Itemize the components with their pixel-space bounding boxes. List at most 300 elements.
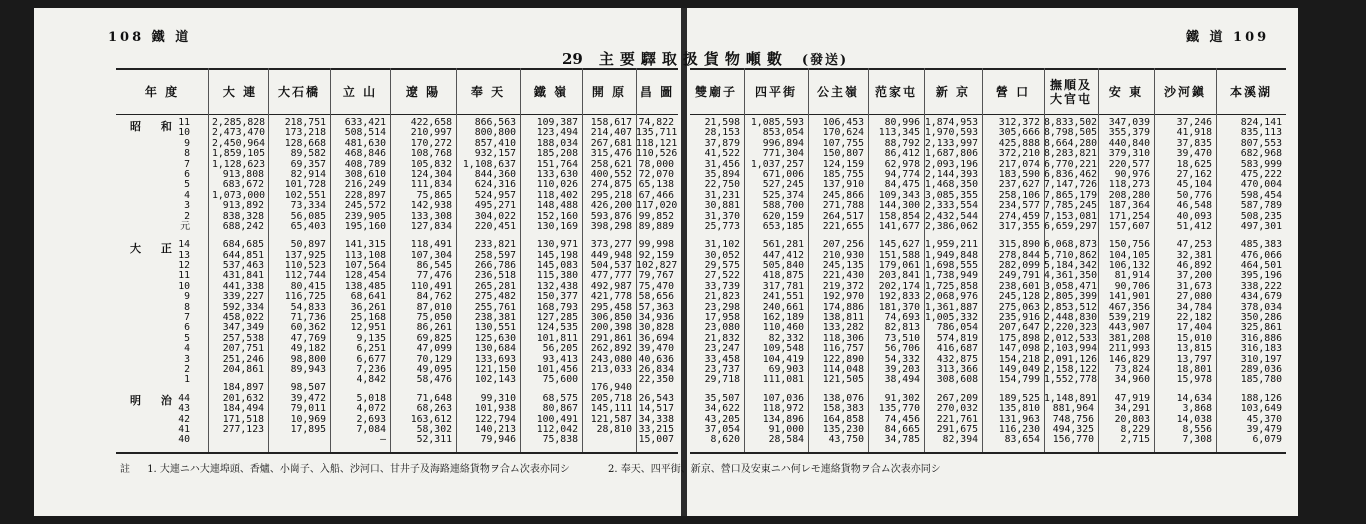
data-cell: 94,774: [884, 168, 920, 180]
data-cell: 30,052: [704, 249, 740, 261]
column-header: 營 口: [995, 85, 1031, 99]
data-cell: 1,687,806: [924, 148, 978, 160]
data-cell: 99,852: [638, 210, 674, 222]
data-cell: 316,886: [1240, 332, 1282, 344]
data-cell: 2,012,533: [1044, 332, 1098, 344]
data-cell: 170,272: [410, 137, 452, 149]
data-cell: 395,196: [1240, 270, 1282, 282]
data-cell: 138,811: [822, 312, 864, 324]
year-label: 5: [184, 179, 190, 191]
data-cell: 68,575: [542, 392, 578, 404]
data-cell: 51,412: [1176, 220, 1212, 232]
data-cell: 50,897: [290, 239, 326, 251]
data-cell: 315,890: [998, 239, 1040, 251]
data-cell: 378,034: [1240, 301, 1282, 313]
data-cell: 128,668: [284, 137, 326, 149]
data-cell: 1,073,000: [212, 189, 266, 201]
data-cell: 239,905: [344, 210, 386, 222]
data-cell: 497,301: [1240, 220, 1282, 232]
data-cell: 274,875: [590, 179, 632, 191]
data-cell: 91,000: [768, 423, 804, 435]
table-number: 29: [562, 50, 583, 68]
data-cell: 104,105: [1108, 249, 1150, 261]
data-cell: 27,522: [704, 270, 740, 282]
data-cell: 312,372: [998, 117, 1040, 128]
year-label: 3: [184, 353, 190, 365]
data-cell: 121,150: [474, 363, 516, 375]
year-label: 3: [184, 200, 190, 212]
data-cell: 1,128,623: [212, 158, 266, 170]
year-label: 9: [184, 291, 190, 303]
table-bottom-rule-left: [116, 452, 678, 454]
column-header: 立 山: [342, 85, 378, 99]
data-cell: 118,121: [636, 137, 678, 149]
data-cell: 913,892: [222, 200, 264, 212]
data-cell: —: [380, 434, 386, 446]
data-cell: 37,246: [1176, 117, 1212, 128]
data-cell: 106,132: [1108, 260, 1150, 272]
data-cell: 113,108: [344, 249, 386, 261]
data-cell: 1,108,637: [462, 158, 516, 170]
data-cell: 21,832: [704, 332, 740, 344]
data-cell: 149,049: [998, 363, 1040, 375]
column-header: 大 連: [222, 85, 258, 99]
data-cell: 116,230: [998, 423, 1040, 435]
data-column: [212, 118, 264, 435]
data-cell: 82,813: [884, 322, 920, 334]
data-cell: 67,466: [638, 189, 674, 201]
data-cell: 203,841: [878, 270, 920, 282]
data-cell: 17,895: [290, 423, 326, 435]
data-cell: 33,215: [638, 423, 674, 435]
data-cell: 443,907: [1108, 322, 1150, 334]
data-cell: 8,833,502: [1044, 117, 1098, 128]
data-column: [1098, 118, 1150, 446]
data-cell: 47,919: [1114, 392, 1150, 404]
data-cell: 45,104: [1176, 179, 1212, 191]
data-cell: 7,147,726: [1044, 179, 1098, 191]
footnote-1: [120, 460, 570, 475]
data-cell: 71,648: [416, 392, 452, 404]
data-cell: 56,706: [884, 343, 920, 355]
data-cell: 184,494: [222, 403, 264, 415]
data-cell: 14,517: [638, 403, 674, 415]
data-cell: 251,246: [222, 353, 264, 365]
data-cell: 98,507: [290, 382, 326, 394]
data-cell: 771,304: [762, 148, 804, 160]
data-cell: 574,819: [936, 332, 978, 344]
data-cell: 238,381: [474, 312, 516, 324]
data-cell: 2,333,554: [924, 200, 978, 212]
data-cell: 7,308: [1182, 434, 1212, 446]
data-cell: 200,398: [590, 322, 632, 334]
data-cell: 5,018: [356, 392, 386, 404]
data-cell: 495,271: [474, 200, 516, 212]
data-cell: 192,833: [878, 291, 920, 303]
data-cell: 13,815: [1176, 343, 1212, 355]
header-rule-left: [116, 114, 678, 115]
data-cell: 100,491: [536, 413, 578, 425]
data-cell: 141,677: [878, 220, 920, 232]
data-cell: 73,334: [290, 200, 326, 212]
data-cell: 84,665: [884, 423, 920, 435]
data-cell: 2,091,126: [1044, 353, 1098, 365]
data-cell: 116,757: [822, 343, 864, 355]
year-label: 11: [178, 270, 190, 282]
column-header: 安 東: [1108, 85, 1144, 99]
data-cell: 73,510: [884, 332, 920, 344]
data-cell: 192,970: [822, 291, 864, 303]
data-cell: 39,479: [1246, 423, 1282, 435]
data-cell: 264,517: [822, 210, 864, 222]
data-cell: 152,160: [536, 210, 578, 222]
data-cell: 43,205: [704, 413, 740, 425]
data-cell: 130,169: [536, 220, 578, 232]
data-cell: 189,525: [998, 392, 1040, 404]
data-cell: 633,421: [344, 117, 386, 128]
column-header: 沙河鎭: [1163, 85, 1206, 99]
data-cell: 447,412: [762, 249, 804, 261]
data-cell: 72,070: [638, 168, 674, 180]
data-cell: 684,685: [222, 239, 264, 251]
data-cell: 145,083: [536, 260, 578, 272]
data-cell: 208,280: [1108, 189, 1150, 201]
header-rule-right: [690, 114, 1286, 115]
data-cell: 47,099: [416, 343, 452, 355]
data-column: [924, 118, 978, 446]
data-cell: 34,622: [704, 403, 740, 415]
data-cell: 90,706: [1114, 280, 1150, 292]
data-cell: 91,302: [884, 392, 920, 404]
data-cell: 125,630: [474, 332, 516, 344]
data-cell: 2,144,393: [924, 168, 978, 180]
year-label: 14: [178, 239, 190, 251]
data-cell: 131,963: [998, 413, 1040, 425]
year-label: 44: [178, 392, 190, 404]
data-cell: 39,470: [1176, 148, 1212, 160]
data-cell: 844,360: [474, 168, 516, 180]
data-cell: 347,039: [1108, 117, 1150, 128]
data-cell: 168,793: [536, 301, 578, 313]
data-cell: 201,632: [222, 392, 264, 404]
data-cell: 305,666: [998, 127, 1040, 139]
data-cell: 257,538: [222, 332, 264, 344]
data-cell: 60,362: [290, 322, 326, 334]
data-cell: 339,227: [222, 291, 264, 303]
year-label: 7: [184, 158, 190, 170]
data-cell: 116,725: [284, 291, 326, 303]
data-cell: 243,080: [590, 353, 632, 365]
data-cell: 18,625: [1176, 158, 1212, 170]
data-cell: 527,245: [762, 179, 804, 191]
data-cell: 181,370: [878, 301, 920, 313]
data-cell: 7,084: [356, 423, 386, 435]
data-cell: 84,762: [416, 291, 452, 303]
data-cell: 145,627: [878, 239, 920, 251]
data-cell: 109,387: [536, 117, 578, 128]
data-cell: 75,470: [638, 280, 674, 292]
data-cell: 137,925: [284, 249, 326, 261]
data-cell: 93,413: [542, 353, 578, 365]
year-label: 8: [184, 148, 190, 160]
data-cell: 2,432,544: [924, 210, 978, 222]
data-cell: 671,006: [762, 168, 804, 180]
year-label: 43: [178, 403, 190, 415]
data-cell: 37,054: [704, 423, 740, 435]
data-cell: 56,205: [542, 343, 578, 355]
data-cell: 74,822: [638, 117, 674, 128]
data-cell: 98,800: [290, 353, 326, 365]
data-cell: 274,459: [998, 210, 1040, 222]
data-column: [868, 118, 920, 446]
right-page-header: 鐵 道 109: [1186, 30, 1270, 45]
data-cell: 13,797: [1176, 353, 1212, 365]
data-cell: 304,022: [474, 210, 516, 222]
data-cell: 492,987: [590, 280, 632, 292]
data-cell: 210,930: [822, 249, 864, 261]
data-cell: 73,824: [1114, 363, 1150, 375]
data-cell: 1,468,350: [924, 179, 978, 191]
data-cell: 68,641: [350, 291, 386, 303]
data-cell: 258,106: [998, 189, 1040, 201]
data-cell: 118,972: [762, 403, 804, 415]
data-cell: 175,898: [998, 332, 1040, 344]
data-cell: 271,788: [822, 200, 864, 212]
data-cell: 237,627: [998, 179, 1040, 191]
data-cell: 7,785,245: [1044, 200, 1098, 212]
data-cell: 34,784: [1176, 301, 1212, 313]
data-cell: 4,072: [356, 403, 386, 415]
data-cell: 2,450,964: [212, 137, 266, 149]
data-cell: 5,184,342: [1044, 260, 1098, 272]
data-cell: 150,377: [536, 291, 578, 303]
data-cell: 135,770: [878, 403, 920, 415]
table-title-note: (發送): [801, 53, 849, 68]
data-cell: 1,005,332: [924, 312, 978, 324]
data-cell: 21,823: [704, 291, 740, 303]
data-cell: 525,374: [762, 189, 804, 201]
data-cell: 108,768: [410, 148, 452, 160]
data-cell: 162,189: [762, 312, 804, 324]
data-cell: 425,888: [998, 137, 1040, 149]
data-cell: 398,298: [590, 220, 632, 232]
data-cell: 308,608: [936, 374, 978, 386]
table-title: [562, 48, 848, 69]
data-cell: 932,157: [474, 148, 516, 160]
data-cell: 9,135: [356, 332, 386, 344]
data-cell: 418,875: [762, 270, 804, 282]
data-cell: 40,636: [638, 353, 674, 365]
data-cell: 2,853,512: [1044, 301, 1098, 313]
footnote-1-text: 1. 大連ニハ大連埠頭、香爐、小崗子、入船、沙河口、甘井子及海路連絡貨物ヲ合ム次表亦同シ: [147, 464, 570, 475]
data-cell: 217,074: [998, 158, 1040, 170]
year-label: 10: [178, 280, 190, 292]
data-cell: 137,910: [822, 179, 864, 191]
data-column: [636, 117, 678, 446]
data-cell: 537,463: [222, 260, 264, 272]
data-cell: 171,254: [1108, 210, 1150, 222]
data-cell: 838,328: [222, 210, 264, 222]
data-cell: 22,750: [704, 179, 740, 191]
data-cell: 220,451: [474, 220, 516, 232]
data-cell: 245,572: [344, 200, 386, 212]
data-cell: 132,438: [536, 280, 578, 292]
footnote-label: 註: [120, 464, 130, 475]
data-cell: 2,133,997: [924, 137, 978, 149]
data-cell: 111,081: [762, 374, 804, 386]
data-cell: 440,840: [1108, 137, 1150, 149]
data-cell: 449,948: [590, 249, 632, 261]
data-cell: 52,311: [416, 434, 452, 446]
data-cell: 228,897: [344, 189, 386, 201]
data-cell: 504,537: [590, 260, 632, 272]
data-cell: 39,470: [638, 343, 674, 355]
data-cell: 481,630: [344, 137, 386, 149]
data-cell: 112,042: [536, 423, 578, 435]
year-label: 2: [184, 210, 190, 222]
data-cell: 69,903: [768, 363, 804, 375]
data-cell: 8,664,280: [1044, 137, 1098, 149]
data-cell: 174,886: [822, 301, 864, 313]
data-column: [582, 118, 632, 435]
data-cell: 122,794: [474, 413, 516, 425]
data-cell: 317,781: [762, 280, 804, 292]
data-column: [808, 118, 864, 446]
data-cell: 75,865: [416, 189, 452, 201]
data-cell: 683,672: [222, 179, 264, 191]
data-cell: 133,630: [536, 168, 578, 180]
data-cell: 31,102: [704, 239, 740, 251]
data-column: [688, 118, 740, 446]
data-cell: 221,761: [936, 413, 978, 425]
data-cell: 37,200: [1176, 270, 1212, 282]
data-cell: 786,054: [936, 322, 978, 334]
year-label: 42: [178, 413, 190, 425]
data-cell: 183,590: [998, 168, 1040, 180]
data-cell: 468,846: [344, 148, 386, 160]
column-header: 昌 圖: [639, 85, 675, 99]
data-cell: 84,475: [884, 179, 920, 191]
year-label: 10: [178, 127, 190, 139]
data-cell: 111,834: [410, 179, 452, 191]
data-cell: 141,901: [1108, 291, 1150, 303]
data-cell: 112,744: [284, 270, 326, 282]
data-cell: 40,093: [1176, 210, 1212, 222]
data-cell: 83,654: [1004, 434, 1040, 446]
year-label: 7: [184, 312, 190, 324]
data-cell: 58,476: [416, 374, 452, 386]
data-cell: 74,456: [884, 413, 920, 425]
data-column: [1044, 117, 1098, 446]
data-cell: 1,725,858: [924, 280, 978, 292]
data-cell: 39,203: [884, 363, 920, 375]
data-cell: 2,386,062: [924, 220, 978, 232]
data-cell: 43,750: [828, 434, 864, 446]
data-cell: 644,851: [222, 249, 264, 261]
data-cell: 156,770: [1052, 434, 1094, 446]
data-cell: 3,868: [1182, 403, 1212, 415]
data-cell: 996,894: [762, 137, 804, 149]
data-cell: 65,403: [290, 220, 326, 232]
data-cell: 14,634: [1176, 392, 1212, 404]
data-cell: 265,281: [474, 280, 516, 292]
data-cell: 21,598: [704, 117, 740, 128]
year-label: 11: [178, 117, 190, 128]
year-label: 4: [184, 343, 190, 355]
data-cell: 15,978: [1176, 374, 1212, 386]
data-cell: 1,037,257: [750, 158, 804, 170]
data-cell: 34,338: [638, 413, 674, 425]
data-cell: 133,693: [474, 353, 516, 365]
data-cell: 150,807: [822, 148, 864, 160]
data-cell: 255,761: [474, 301, 516, 313]
data-cell: 853,054: [762, 127, 804, 139]
column-header: 鐵 嶺: [533, 85, 569, 99]
data-cell: 258,621: [590, 158, 632, 170]
data-cell: 245,128: [998, 291, 1040, 303]
data-cell: 2,285,828: [212, 117, 266, 128]
data-cell: 205,718: [590, 392, 632, 404]
data-cell: 233,821: [474, 239, 516, 251]
data-cell: 29,718: [704, 374, 740, 386]
data-cell: 373,277: [590, 239, 632, 251]
data-cell: 653,185: [762, 220, 804, 232]
data-cell: 249,791: [998, 270, 1040, 282]
data-cell: 485,383: [1240, 239, 1282, 251]
data-cell: 188,034: [536, 137, 578, 149]
data-cell: 105,832: [410, 158, 452, 170]
data-cell: 29,575: [704, 260, 740, 272]
year-label: 41: [178, 423, 190, 435]
data-cell: 70,129: [416, 353, 452, 365]
data-cell: 188,126: [1240, 392, 1282, 404]
data-cell: 90,976: [1114, 168, 1150, 180]
data-cell: 1,959,211: [924, 239, 978, 251]
column-header: 奉 天: [470, 85, 506, 99]
data-cell: 145,198: [536, 249, 578, 261]
data-cell: 163,612: [410, 413, 452, 425]
data-cell: 2,220,323: [1044, 322, 1098, 334]
data-cell: 245,866: [822, 189, 864, 201]
data-cell: 207,751: [222, 343, 264, 355]
data-cell: 151,764: [536, 158, 578, 170]
data-cell: 145,111: [590, 403, 632, 415]
data-cell: 598,454: [1240, 189, 1282, 201]
data-cell: 113,345: [878, 127, 920, 139]
data-cell: 432,875: [936, 353, 978, 365]
year-label: 6: [184, 168, 190, 180]
data-cell: 1,698,555: [924, 260, 978, 272]
data-cell: 234,577: [998, 200, 1040, 212]
data-cell: 110,460: [762, 322, 804, 334]
data-cell: 118,273: [1108, 179, 1150, 191]
data-cell: 475,222: [1240, 168, 1282, 180]
data-cell: 295,218: [590, 189, 632, 201]
data-cell: 86,412: [884, 148, 920, 160]
data-cell: 508,235: [1240, 210, 1282, 222]
data-cell: 107,304: [410, 249, 452, 261]
data-cell: 1,552,778: [1044, 374, 1098, 386]
data-cell: 8,798,505: [1044, 127, 1098, 139]
data-cell: 7,865,179: [1044, 189, 1098, 201]
year-label: 1: [184, 374, 190, 386]
year-column: [166, 118, 190, 446]
data-cell: 141,315: [344, 239, 386, 251]
data-cell: 75,050: [416, 312, 452, 324]
data-cell: 103,649: [1240, 403, 1282, 415]
data-cell: 184,897: [222, 382, 264, 394]
data-cell: 18,801: [1176, 363, 1212, 375]
